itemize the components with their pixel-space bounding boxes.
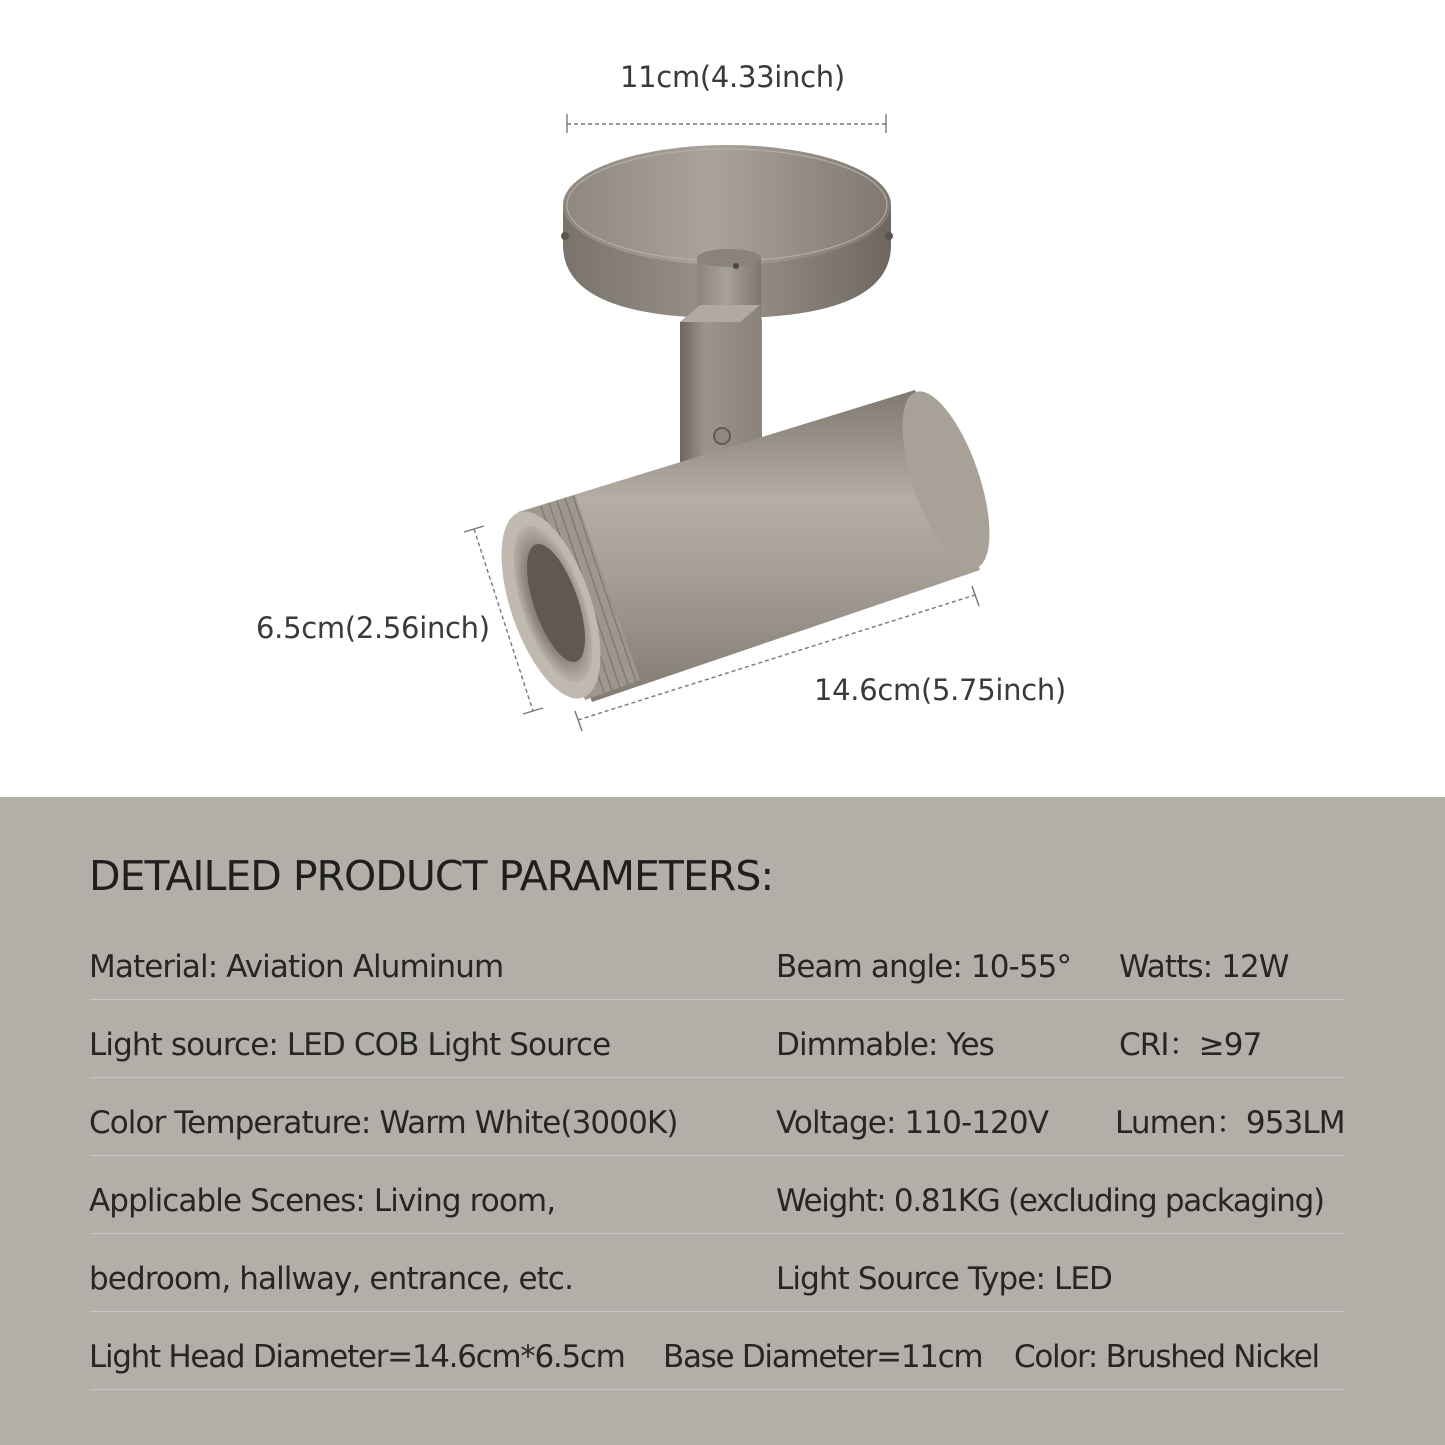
row-divider [90, 1155, 1344, 1156]
param-color-temperature: Color Temperature: Warm White(3000K) [89, 1105, 678, 1141]
param-dimmable: Dimmable: Yes [776, 1027, 994, 1063]
param-color: Color: Brushed Nickel [1014, 1339, 1319, 1375]
param-watts: Watts: 12W [1119, 949, 1289, 985]
param-base-diameter: Base Diameter=11cm [663, 1339, 983, 1375]
param-light-source-type: Light Source Type: LED [776, 1261, 1112, 1297]
param-applicable-scenes-cont: bedroom, hallway, entrance, etc. [89, 1261, 574, 1297]
param-material: Material: Aviation Aluminum [89, 949, 504, 985]
param-head-diameter: Light Head Diameter=14.6cm*6.5cm [89, 1339, 625, 1375]
row-divider [90, 1311, 1344, 1312]
param-weight: Weight: 0.81KG (excluding packaging) [776, 1183, 1324, 1219]
param-beam-angle: Beam angle: 10-55° [776, 949, 1072, 985]
param-lumen: Lumen：953LM [1115, 1105, 1345, 1141]
param-voltage: Voltage: 110-120V [776, 1105, 1049, 1141]
base-width-label: 11cm(4.33inch) [620, 60, 845, 94]
row-divider [90, 1077, 1344, 1078]
param-applicable-scenes: Applicable Scenes: Living room, [89, 1183, 556, 1219]
param-cri: CRI：≥97 [1119, 1027, 1262, 1063]
row-divider [90, 999, 1344, 1000]
param-light-source: Light source: LED COB Light Source [89, 1027, 611, 1063]
row-divider [90, 1233, 1344, 1234]
head-diameter-label: 6.5cm(2.56inch) [256, 611, 490, 645]
parameters-title: DETAILED PRODUCT PARAMETERS: [89, 852, 774, 900]
head-length-label: 14.6cm(5.75inch) [814, 673, 1066, 707]
row-divider [90, 1389, 1344, 1390]
